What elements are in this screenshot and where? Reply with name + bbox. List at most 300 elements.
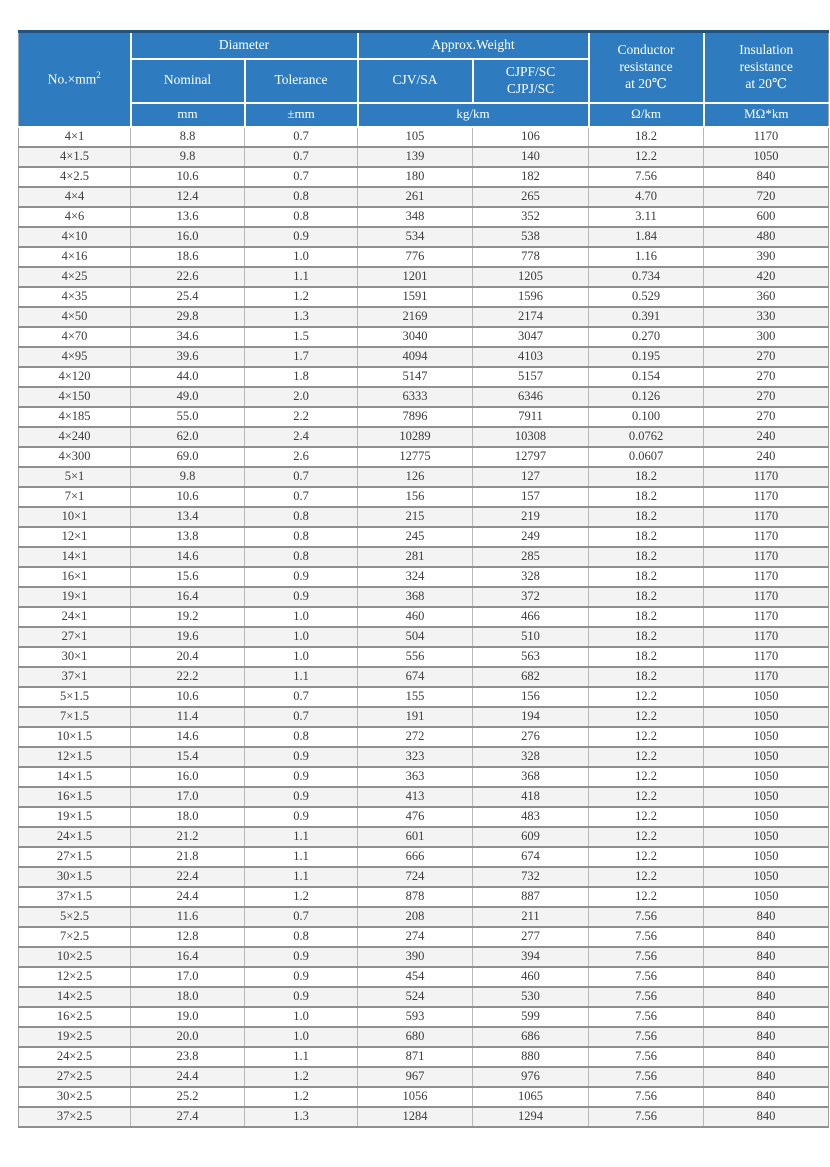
table-row [19, 387, 829, 407]
cell-weight-cjv-sa: 261 [358, 187, 473, 207]
header-approx-weight-group: Approx.Weight [358, 32, 589, 59]
cell-insulation-resistance: 330 [704, 307, 829, 327]
cell-conductor-resistance: 18.2 [589, 467, 704, 487]
table-row [19, 767, 829, 787]
cell-size: 4×300 [19, 447, 131, 467]
table-row [19, 667, 829, 687]
cell-weight-cjpf-cjpj: 483 [473, 807, 589, 827]
cell-insulation-resistance: 840 [704, 167, 829, 187]
cell-size: 7×1.5 [19, 707, 131, 727]
cell-insulation-resistance: 270 [704, 387, 829, 407]
table-row [19, 827, 829, 847]
header-insulation-line3: at 20℃ [745, 75, 788, 91]
cell-weight-cjv-sa: 208 [358, 907, 473, 927]
table-row [19, 947, 829, 967]
cell-conductor-resistance: 1.16 [589, 247, 704, 267]
cell-weight-cjpf-cjpj: 1205 [473, 267, 589, 287]
cell-tolerance-mm: 0.8 [245, 927, 358, 947]
cell-size: 12×1 [19, 527, 131, 547]
cell-insulation-resistance: 600 [704, 207, 829, 227]
cell-conductor-resistance: 7.56 [589, 927, 704, 947]
cell-weight-cjpf-cjpj: 1596 [473, 287, 589, 307]
cell-nominal-mm: 22.4 [131, 867, 245, 887]
cell-conductor-resistance: 7.56 [589, 1107, 704, 1127]
cell-nominal-mm: 18.0 [131, 987, 245, 1007]
cell-nominal-mm: 10.6 [131, 167, 245, 187]
cell-weight-cjv-sa: 680 [358, 1027, 473, 1047]
cell-conductor-resistance: 12.2 [589, 847, 704, 867]
cell-nominal-mm: 10.6 [131, 687, 245, 707]
cell-weight-cjv-sa: 524 [358, 987, 473, 1007]
cell-weight-cjpf-cjpj: 880 [473, 1047, 589, 1067]
cell-insulation-resistance: 840 [704, 907, 829, 927]
cell-size: 10×2.5 [19, 947, 131, 967]
cell-conductor-resistance: 0.154 [589, 367, 704, 387]
cell-nominal-mm: 62.0 [131, 427, 245, 447]
cell-weight-cjpf-cjpj: 265 [473, 187, 589, 207]
table-row [19, 507, 829, 527]
cell-weight-cjpf-cjpj: 2174 [473, 307, 589, 327]
header-cjpf-line2: CJPJ/SC [506, 80, 555, 96]
cell-nominal-mm: 11.4 [131, 707, 245, 727]
cell-weight-cjv-sa: 776 [358, 247, 473, 267]
cell-weight-cjv-sa: 390 [358, 947, 473, 967]
cell-weight-cjpf-cjpj: 1294 [473, 1107, 589, 1127]
cell-nominal-mm: 10.6 [131, 487, 245, 507]
cell-tolerance-mm: 1.8 [245, 367, 358, 387]
cell-conductor-resistance: 7.56 [589, 947, 704, 967]
table-row [19, 707, 829, 727]
unit-kg-km: kg/km [358, 103, 589, 127]
cell-tolerance-mm: 1.0 [245, 607, 358, 627]
cell-conductor-resistance: 12.2 [589, 787, 704, 807]
cell-weight-cjpf-cjpj: 394 [473, 947, 589, 967]
cell-insulation-resistance: 1050 [704, 787, 829, 807]
cell-size: 27×1.5 [19, 847, 131, 867]
cell-insulation-resistance: 720 [704, 187, 829, 207]
table-row [19, 847, 829, 867]
cell-conductor-resistance: 18.2 [589, 507, 704, 527]
cell-weight-cjpf-cjpj: 285 [473, 547, 589, 567]
cell-weight-cjv-sa: 363 [358, 767, 473, 787]
cell-conductor-resistance: 7.56 [589, 1027, 704, 1047]
cell-insulation-resistance: 1050 [704, 827, 829, 847]
header-nominal: Nominal [131, 59, 245, 103]
cell-tolerance-mm: 1.1 [245, 667, 358, 687]
cell-tolerance-mm: 0.9 [245, 767, 358, 787]
cell-weight-cjv-sa: 1591 [358, 287, 473, 307]
cell-insulation-resistance: 270 [704, 407, 829, 427]
cell-tolerance-mm: 2.2 [245, 407, 358, 427]
cell-size: 16×1.5 [19, 787, 131, 807]
cell-insulation-resistance: 840 [704, 1087, 829, 1107]
cell-weight-cjv-sa: 139 [358, 147, 473, 167]
cell-conductor-resistance: 0.734 [589, 267, 704, 287]
table-row [19, 887, 829, 907]
cell-nominal-mm: 49.0 [131, 387, 245, 407]
cell-nominal-mm: 27.4 [131, 1107, 245, 1127]
cell-nominal-mm: 18.6 [131, 247, 245, 267]
cell-weight-cjpf-cjpj: 182 [473, 167, 589, 187]
cell-insulation-resistance: 1170 [704, 547, 829, 567]
cell-conductor-resistance: 12.2 [589, 727, 704, 747]
table-row [19, 187, 829, 207]
cell-weight-cjpf-cjpj: 682 [473, 667, 589, 687]
table-row [19, 647, 829, 667]
cell-tolerance-mm: 1.1 [245, 267, 358, 287]
cell-tolerance-mm: 0.7 [245, 167, 358, 187]
cell-conductor-resistance: 12.2 [589, 767, 704, 787]
cell-size: 4×2.5 [19, 167, 131, 187]
cell-tolerance-mm: 2.4 [245, 427, 358, 447]
cell-size: 19×2.5 [19, 1027, 131, 1047]
cell-tolerance-mm: 1.0 [245, 1007, 358, 1027]
table-row [19, 1087, 829, 1107]
cell-insulation-resistance: 1050 [704, 887, 829, 907]
cell-insulation-resistance: 1050 [704, 687, 829, 707]
header-cjv-sa: CJV/SA [358, 59, 473, 103]
cell-size: 27×2.5 [19, 1067, 131, 1087]
cell-weight-cjpf-cjpj: 7911 [473, 407, 589, 427]
cell-size: 4×1.5 [19, 147, 131, 167]
cell-insulation-resistance: 840 [704, 1027, 829, 1047]
cell-insulation-resistance: 840 [704, 1047, 829, 1067]
cell-weight-cjpf-cjpj: 211 [473, 907, 589, 927]
cell-tolerance-mm: 0.8 [245, 527, 358, 547]
cell-tolerance-mm: 0.7 [245, 907, 358, 927]
cell-nominal-mm: 16.0 [131, 227, 245, 247]
cell-weight-cjv-sa: 476 [358, 807, 473, 827]
cell-nominal-mm: 11.6 [131, 907, 245, 927]
cell-nominal-mm: 24.4 [131, 1067, 245, 1087]
cell-weight-cjv-sa: 10289 [358, 427, 473, 447]
cell-conductor-resistance: 18.2 [589, 547, 704, 567]
table-row [19, 587, 829, 607]
table-row [19, 447, 829, 467]
header-no-mm2-label: No.×mm [47, 71, 97, 87]
cable-spec-table [18, 30, 829, 1128]
cell-conductor-resistance: 0.391 [589, 307, 704, 327]
cell-size: 12×1.5 [19, 747, 131, 767]
cell-nominal-mm: 29.8 [131, 307, 245, 327]
cell-insulation-resistance: 840 [704, 987, 829, 1007]
header-cjpf-line1: CJPF/SC [505, 63, 556, 79]
header-conductor-line1: Conductor [617, 41, 675, 57]
table-row [19, 607, 829, 627]
cell-weight-cjpf-cjpj: 249 [473, 527, 589, 547]
cell-tolerance-mm: 2.6 [245, 447, 358, 467]
cell-weight-cjpf-cjpj: 5157 [473, 367, 589, 387]
table-row [19, 127, 829, 147]
cell-tolerance-mm: 1.1 [245, 1047, 358, 1067]
cell-size: 16×1 [19, 567, 131, 587]
cell-insulation-resistance: 360 [704, 287, 829, 307]
cell-insulation-resistance: 1170 [704, 567, 829, 587]
cell-nominal-mm: 34.6 [131, 327, 245, 347]
cell-insulation-resistance: 1170 [704, 467, 829, 487]
cell-weight-cjv-sa: 155 [358, 687, 473, 707]
cell-size: 30×1 [19, 647, 131, 667]
cell-insulation-resistance: 1170 [704, 587, 829, 607]
cell-nominal-mm: 15.6 [131, 567, 245, 587]
cell-nominal-mm: 19.2 [131, 607, 245, 627]
cell-weight-cjv-sa: 6333 [358, 387, 473, 407]
cell-tolerance-mm: 0.8 [245, 727, 358, 747]
cell-nominal-mm: 17.0 [131, 787, 245, 807]
cell-size: 4×150 [19, 387, 131, 407]
cell-nominal-mm: 20.4 [131, 647, 245, 667]
cell-tolerance-mm: 1.1 [245, 827, 358, 847]
table-row [19, 747, 829, 767]
table-row [19, 207, 829, 227]
cell-conductor-resistance: 4.70 [589, 187, 704, 207]
cell-insulation-resistance: 1170 [704, 507, 829, 527]
cell-weight-cjpf-cjpj: 6346 [473, 387, 589, 407]
cell-weight-cjpf-cjpj: 778 [473, 247, 589, 267]
cell-tolerance-mm: 1.1 [245, 867, 358, 887]
cell-weight-cjv-sa: 180 [358, 167, 473, 187]
cell-nominal-mm: 22.2 [131, 667, 245, 687]
cell-nominal-mm: 24.4 [131, 887, 245, 907]
unit-ohm-km: Ω/km [589, 103, 704, 127]
cell-conductor-resistance: 0.529 [589, 287, 704, 307]
cell-insulation-resistance: 1170 [704, 627, 829, 647]
cell-weight-cjpf-cjpj: 372 [473, 587, 589, 607]
cell-size: 4×6 [19, 207, 131, 227]
table-row [19, 407, 829, 427]
cell-nominal-mm: 16.4 [131, 947, 245, 967]
cell-conductor-resistance: 12.2 [589, 707, 704, 727]
header-tolerance: Tolerance [245, 59, 358, 103]
table-row [19, 727, 829, 747]
table-row [19, 367, 829, 387]
table-row [19, 247, 829, 267]
cell-insulation-resistance: 1050 [704, 747, 829, 767]
cell-insulation-resistance: 480 [704, 227, 829, 247]
cell-conductor-resistance: 12.2 [589, 807, 704, 827]
table-row [19, 527, 829, 547]
cell-weight-cjv-sa: 593 [358, 1007, 473, 1027]
cell-weight-cjpf-cjpj: 10308 [473, 427, 589, 447]
cell-conductor-resistance: 7.56 [589, 1007, 704, 1027]
cell-conductor-resistance: 0.195 [589, 347, 704, 367]
cell-insulation-resistance: 840 [704, 947, 829, 967]
cell-weight-cjpf-cjpj: 732 [473, 867, 589, 887]
header-cjpf-cjpj [473, 59, 589, 103]
cell-weight-cjpf-cjpj: 538 [473, 227, 589, 247]
cell-tolerance-mm: 0.9 [245, 747, 358, 767]
cell-conductor-resistance: 7.56 [589, 967, 704, 987]
cell-weight-cjpf-cjpj: 328 [473, 567, 589, 587]
cell-conductor-resistance: 7.56 [589, 1067, 704, 1087]
cell-size: 4×185 [19, 407, 131, 427]
header-insulation-resistance [704, 32, 829, 103]
unit-megohm-km: MΩ*km [704, 103, 829, 127]
cell-weight-cjv-sa: 191 [358, 707, 473, 727]
cell-nominal-mm: 39.6 [131, 347, 245, 367]
cell-conductor-resistance: 18.2 [589, 567, 704, 587]
cell-tolerance-mm: 0.7 [245, 487, 358, 507]
cell-weight-cjv-sa: 3040 [358, 327, 473, 347]
cell-size: 10×1.5 [19, 727, 131, 747]
cell-weight-cjv-sa: 967 [358, 1067, 473, 1087]
cell-tolerance-mm: 0.9 [245, 567, 358, 587]
cell-weight-cjv-sa: 274 [358, 927, 473, 947]
header-row-units [19, 103, 829, 127]
table-row [19, 167, 829, 187]
cell-size: 37×1.5 [19, 887, 131, 907]
cell-nominal-mm: 20.0 [131, 1027, 245, 1047]
cell-nominal-mm: 17.0 [131, 967, 245, 987]
cell-conductor-resistance: 0.126 [589, 387, 704, 407]
cell-tolerance-mm: 0.9 [245, 987, 358, 1007]
cell-size: 4×16 [19, 247, 131, 267]
cell-weight-cjv-sa: 413 [358, 787, 473, 807]
cell-weight-cjpf-cjpj: 219 [473, 507, 589, 527]
cell-tolerance-mm: 0.9 [245, 587, 358, 607]
cell-weight-cjpf-cjpj: 3047 [473, 327, 589, 347]
cell-insulation-resistance: 390 [704, 247, 829, 267]
table-row [19, 627, 829, 647]
cell-conductor-resistance: 7.56 [589, 987, 704, 1007]
cell-insulation-resistance: 240 [704, 427, 829, 447]
cell-nominal-mm: 13.6 [131, 207, 245, 227]
cell-tolerance-mm: 2.0 [245, 387, 358, 407]
cell-conductor-resistance: 12.2 [589, 887, 704, 907]
cell-nominal-mm: 13.8 [131, 527, 245, 547]
header-insulation-line2: resistance [739, 58, 793, 74]
table-row [19, 867, 829, 887]
cell-insulation-resistance: 270 [704, 367, 829, 387]
cell-size: 19×1.5 [19, 807, 131, 827]
cell-conductor-resistance: 18.2 [589, 527, 704, 547]
cell-size: 7×2.5 [19, 927, 131, 947]
header-no-mm2-sup: 2 [96, 70, 101, 81]
cell-conductor-resistance: 7.56 [589, 167, 704, 187]
cell-size: 14×1 [19, 547, 131, 567]
cell-size: 4×4 [19, 187, 131, 207]
table-row [19, 307, 829, 327]
cell-weight-cjv-sa: 454 [358, 967, 473, 987]
header-no-mm2 [19, 32, 131, 127]
cell-conductor-resistance: 7.56 [589, 1087, 704, 1107]
cell-weight-cjv-sa: 156 [358, 487, 473, 507]
cell-tolerance-mm: 0.8 [245, 207, 358, 227]
cell-size: 37×2.5 [19, 1107, 131, 1127]
cell-weight-cjv-sa: 323 [358, 747, 473, 767]
cell-nominal-mm: 16.0 [131, 767, 245, 787]
cell-nominal-mm: 19.0 [131, 1007, 245, 1027]
cell-size: 30×1.5 [19, 867, 131, 887]
cell-tolerance-mm: 1.2 [245, 1087, 358, 1107]
cell-insulation-resistance: 1050 [704, 727, 829, 747]
cell-tolerance-mm: 1.0 [245, 627, 358, 647]
cell-tolerance-mm: 1.0 [245, 647, 358, 667]
cell-nominal-mm: 15.4 [131, 747, 245, 767]
cell-nominal-mm: 19.6 [131, 627, 245, 647]
cell-size: 24×1 [19, 607, 131, 627]
cell-insulation-resistance: 1170 [704, 127, 829, 147]
cell-insulation-resistance: 840 [704, 1007, 829, 1027]
cell-insulation-resistance: 300 [704, 327, 829, 347]
cell-size: 4×240 [19, 427, 131, 447]
cell-weight-cjpf-cjpj: 368 [473, 767, 589, 787]
cell-size: 10×1 [19, 507, 131, 527]
cell-tolerance-mm: 0.7 [245, 707, 358, 727]
cell-nominal-mm: 9.8 [131, 147, 245, 167]
cell-conductor-resistance: 0.270 [589, 327, 704, 347]
cell-weight-cjpf-cjpj: 530 [473, 987, 589, 1007]
cell-tolerance-mm: 1.0 [245, 1027, 358, 1047]
cell-conductor-resistance: 12.2 [589, 747, 704, 767]
cell-insulation-resistance: 1170 [704, 527, 829, 547]
cell-conductor-resistance: 18.2 [589, 667, 704, 687]
table-row [19, 267, 829, 287]
table-row [19, 987, 829, 1007]
cell-weight-cjpf-cjpj: 352 [473, 207, 589, 227]
cell-insulation-resistance: 240 [704, 447, 829, 467]
cell-weight-cjv-sa: 666 [358, 847, 473, 867]
cell-tolerance-mm: 0.9 [245, 947, 358, 967]
cell-tolerance-mm: 0.8 [245, 547, 358, 567]
cell-weight-cjpf-cjpj: 12797 [473, 447, 589, 467]
cell-size: 4×70 [19, 327, 131, 347]
cell-tolerance-mm: 1.2 [245, 287, 358, 307]
header-conductor-line3: at 20℃ [625, 75, 667, 91]
cell-weight-cjpf-cjpj: 599 [473, 1007, 589, 1027]
unit-plus-minus-mm: ±mm [245, 103, 358, 127]
cell-conductor-resistance: 18.2 [589, 127, 704, 147]
cell-weight-cjpf-cjpj: 127 [473, 467, 589, 487]
cell-size: 27×1 [19, 627, 131, 647]
cell-weight-cjpf-cjpj: 276 [473, 727, 589, 747]
cell-nominal-mm: 14.6 [131, 727, 245, 747]
header-diameter-group: Diameter [131, 32, 358, 59]
cell-conductor-resistance: 12.2 [589, 147, 704, 167]
table-row [19, 807, 829, 827]
table-row [19, 467, 829, 487]
cell-insulation-resistance: 1170 [704, 607, 829, 627]
cell-tolerance-mm: 0.9 [245, 807, 358, 827]
cell-tolerance-mm: 1.5 [245, 327, 358, 347]
table-row [19, 687, 829, 707]
cell-weight-cjpf-cjpj: 563 [473, 647, 589, 667]
cell-size: 14×2.5 [19, 987, 131, 1007]
unit-mm: mm [131, 103, 245, 127]
cell-tolerance-mm: 1.0 [245, 247, 358, 267]
cell-size: 37×1 [19, 667, 131, 687]
cell-insulation-resistance: 840 [704, 1107, 829, 1127]
cell-size: 5×1.5 [19, 687, 131, 707]
cell-insulation-resistance: 840 [704, 927, 829, 947]
cell-weight-cjv-sa: 272 [358, 727, 473, 747]
cell-insulation-resistance: 420 [704, 267, 829, 287]
cell-weight-cjv-sa: 460 [358, 607, 473, 627]
cell-nominal-mm: 23.8 [131, 1047, 245, 1067]
cell-insulation-resistance: 1050 [704, 147, 829, 167]
cell-insulation-resistance: 1050 [704, 807, 829, 827]
cell-weight-cjv-sa: 215 [358, 507, 473, 527]
cell-nominal-mm: 18.0 [131, 807, 245, 827]
table-row [19, 967, 829, 987]
header-conductor-line2: resistance [619, 58, 673, 74]
cell-weight-cjv-sa: 4094 [358, 347, 473, 367]
table-row [19, 147, 829, 167]
cell-tolerance-mm: 1.1 [245, 847, 358, 867]
cell-insulation-resistance: 1050 [704, 847, 829, 867]
cell-size: 7×1 [19, 487, 131, 507]
cell-weight-cjpf-cjpj: 609 [473, 827, 589, 847]
